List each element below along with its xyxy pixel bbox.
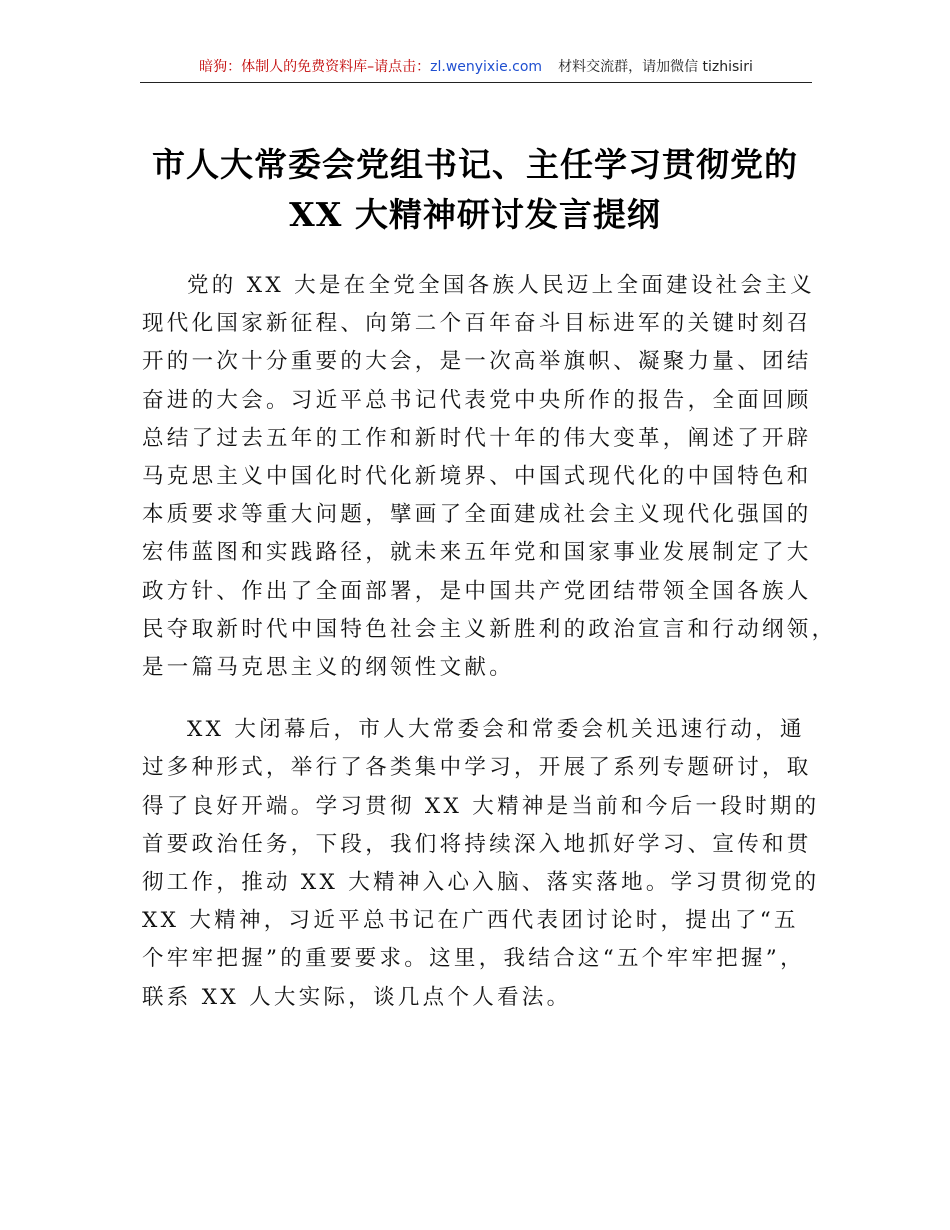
paragraph-line: 开的一次十分重要的大会，是一次高举旗帜、凝聚力量、团结 xyxy=(142,349,812,375)
paragraph-line: 党的 XX 大是在全党全国各族人民迈上全面建设社会主义 xyxy=(187,273,815,298)
paragraph-line: 联系 XX 人大实际，谈几点个人看法。 xyxy=(142,984,572,1010)
header-contact: 材料交流群，请加微信 tizhisiri xyxy=(558,59,753,75)
header-link-label: –请点击： xyxy=(367,59,431,75)
paragraph-line: 奋进的大会。习近平总书记代表党中央所作的报告，全面回顾 xyxy=(142,387,812,413)
paragraph-line: 过多种形式，举行了各类集中学习，开展了系列专题研讨，取 xyxy=(142,755,812,781)
paragraph-line: 民夺取新时代中国特色社会主义新胜利的政治宣言和行动纲领， xyxy=(142,616,837,642)
document-title xyxy=(110,140,840,240)
paragraph-1 xyxy=(142,267,837,687)
title-line-1: 市人大常委会党组书记、主任学习贯彻党的 xyxy=(152,145,798,184)
paragraph-line: 是一篇马克思主义的纲领性文献。 xyxy=(142,655,515,681)
paragraph-line: 政方针、作出了全面部署，是中国共产党团结带领全国各族人 xyxy=(142,578,812,604)
title-line-2: XX 大精神研讨发言提纲 xyxy=(289,195,661,234)
paragraph-line: XX 大精神，习近平总书记在广西代表团讨论时，提出了“五 xyxy=(142,908,799,934)
header-url-link[interactable]: zl.wenyixie.com xyxy=(430,59,543,75)
paragraph-line: 首要政治任务，下段，我们将持续深入地抓好学习、宣传和贯 xyxy=(142,831,812,857)
paragraph-2 xyxy=(142,711,820,1017)
paragraph-line: 现代化国家新征程、向第二个百年奋斗目标进军的关键时刻召 xyxy=(142,311,812,337)
page-header xyxy=(140,56,812,83)
paragraph-line: 得了良好开端。学习贯彻 XX 大精神是当前和今后一段时期的 xyxy=(142,793,820,819)
paragraph-line: 马克思主义中国化时代化新境界、中国式现代化的中国特色和 xyxy=(142,464,812,490)
paragraph-line: XX 大闭幕后，市人大常委会和常委会机关迅速行动，通 xyxy=(187,717,805,743)
paragraph-line: 彻工作，推动 XX 大精神入心入脑、落实落地。学习贯彻党的 xyxy=(142,870,820,896)
paragraph-line: 宏伟蓝图和实践路径，就未来五年党和国家事业发展制定了大 xyxy=(142,540,812,566)
header-brand: 暗狗：体制人的免费资料库 xyxy=(199,59,368,75)
paragraph-line: 总结了过去五年的工作和新时代十年的伟大变革，阐述了开辟 xyxy=(142,425,812,451)
document-body xyxy=(142,267,837,1017)
paragraph-line: 个牢牢把握”的重要要求。这里，我结合这“五个牢牢把握”， xyxy=(142,946,805,972)
paragraph-line: 本质要求等重大问题，擘画了全面建成社会主义现代化强国的 xyxy=(142,502,812,528)
